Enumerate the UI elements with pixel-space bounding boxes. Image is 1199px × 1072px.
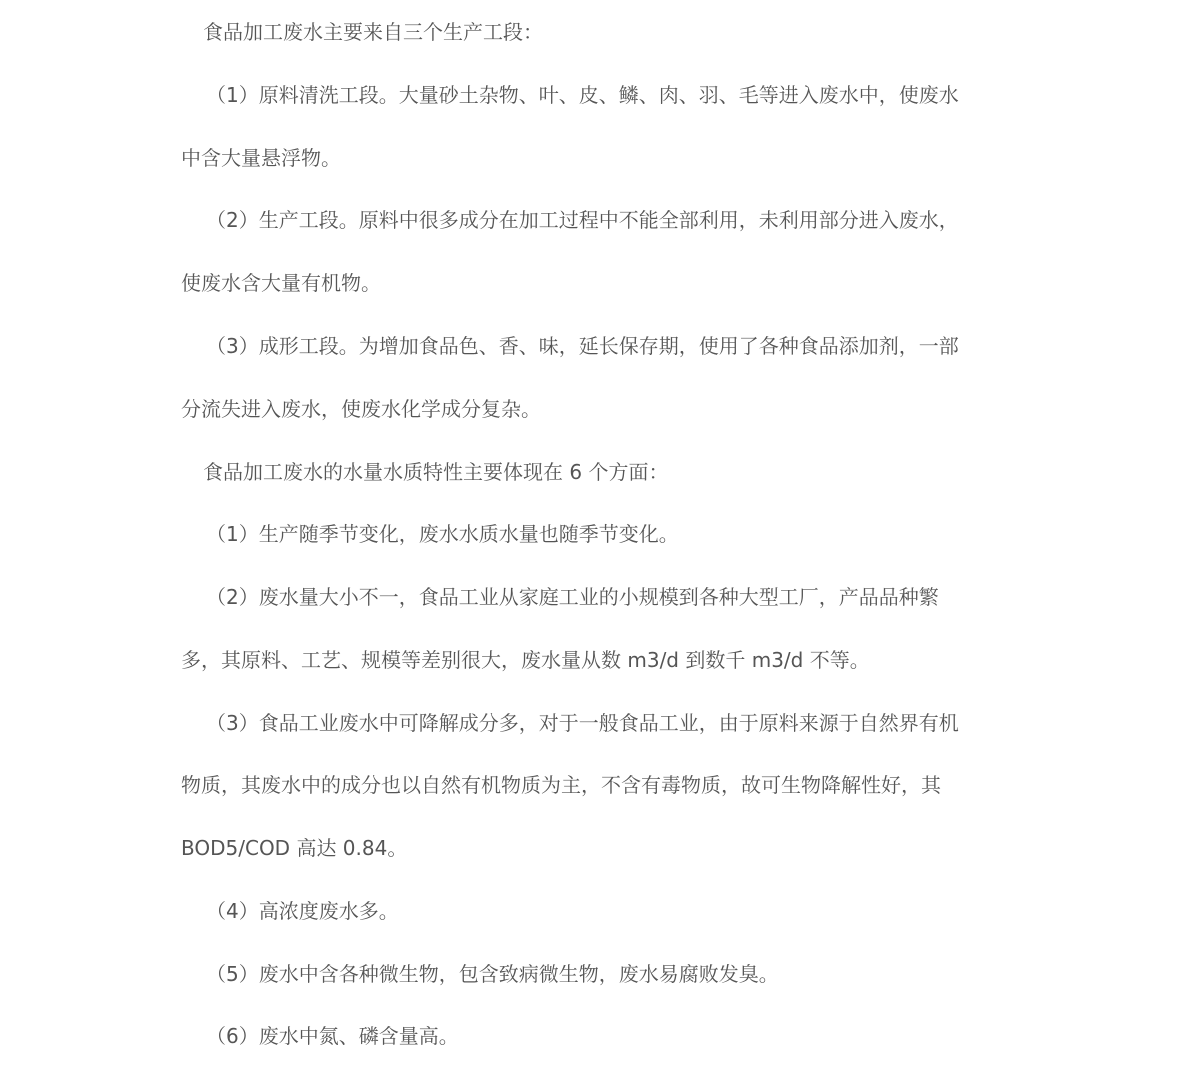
- source-1-line-2: 中含大量悬浮物。: [181, 146, 341, 170]
- characteristic-5-line: （5）废水中含各种微生物，包含致病微生物，废水易腐败发臭。: [206, 962, 779, 986]
- characteristic-3-line-3: BOD5/COD 高达 0.84。: [181, 836, 408, 860]
- characteristic-6-line: （6）废水中氮、磷含量高。: [206, 1024, 459, 1048]
- characteristic-2-line-2: 多，其原料、工艺、规模等差别很大，废水量从数 m3/d 到数千 m3/d 不等。: [181, 648, 870, 672]
- source-2-line-2: 使废水含大量有机物。: [181, 271, 381, 295]
- source-2-line-1: （2）生产工段。原料中很多成分在加工过程中不能全部利用，未利用部分进入废水，: [206, 208, 959, 232]
- intro-characteristics-line: 食品加工废水的水量水质特性主要体现在 6 个方面：: [203, 460, 669, 484]
- source-1-line-1: （1）原料清洗工段。大量砂土杂物、叶、皮、鳞、肉、羽、毛等进入废水中，使废水: [206, 83, 959, 107]
- source-3-line-2: 分流失进入废水，使废水化学成分复杂。: [181, 397, 541, 421]
- characteristic-1-line: （1）生产随季节变化，废水水质水量也随季节变化。: [206, 522, 679, 546]
- characteristic-4-line: （4）高浓度废水多。: [206, 899, 399, 923]
- intro-sources-line: 食品加工废水主要来自三个生产工段：: [203, 20, 543, 44]
- source-3-line-1: （3）成形工段。为增加食品色、香、味，延长保存期，使用了各种食品添加剂，一部: [206, 334, 959, 358]
- characteristic-2-line-1: （2）废水量大小不一，食品工业从家庭工业的小规模到各种大型工厂，产品品种繁: [206, 585, 939, 609]
- characteristic-3-line-1: （3）食品工业废水中可降解成分多，对于一般食品工业，由于原料来源于自然界有机: [206, 711, 959, 735]
- characteristic-3-line-2: 物质，其废水中的成分也以自然有机物质为主，不含有毒物质，故可生物降解性好，其: [181, 773, 941, 797]
